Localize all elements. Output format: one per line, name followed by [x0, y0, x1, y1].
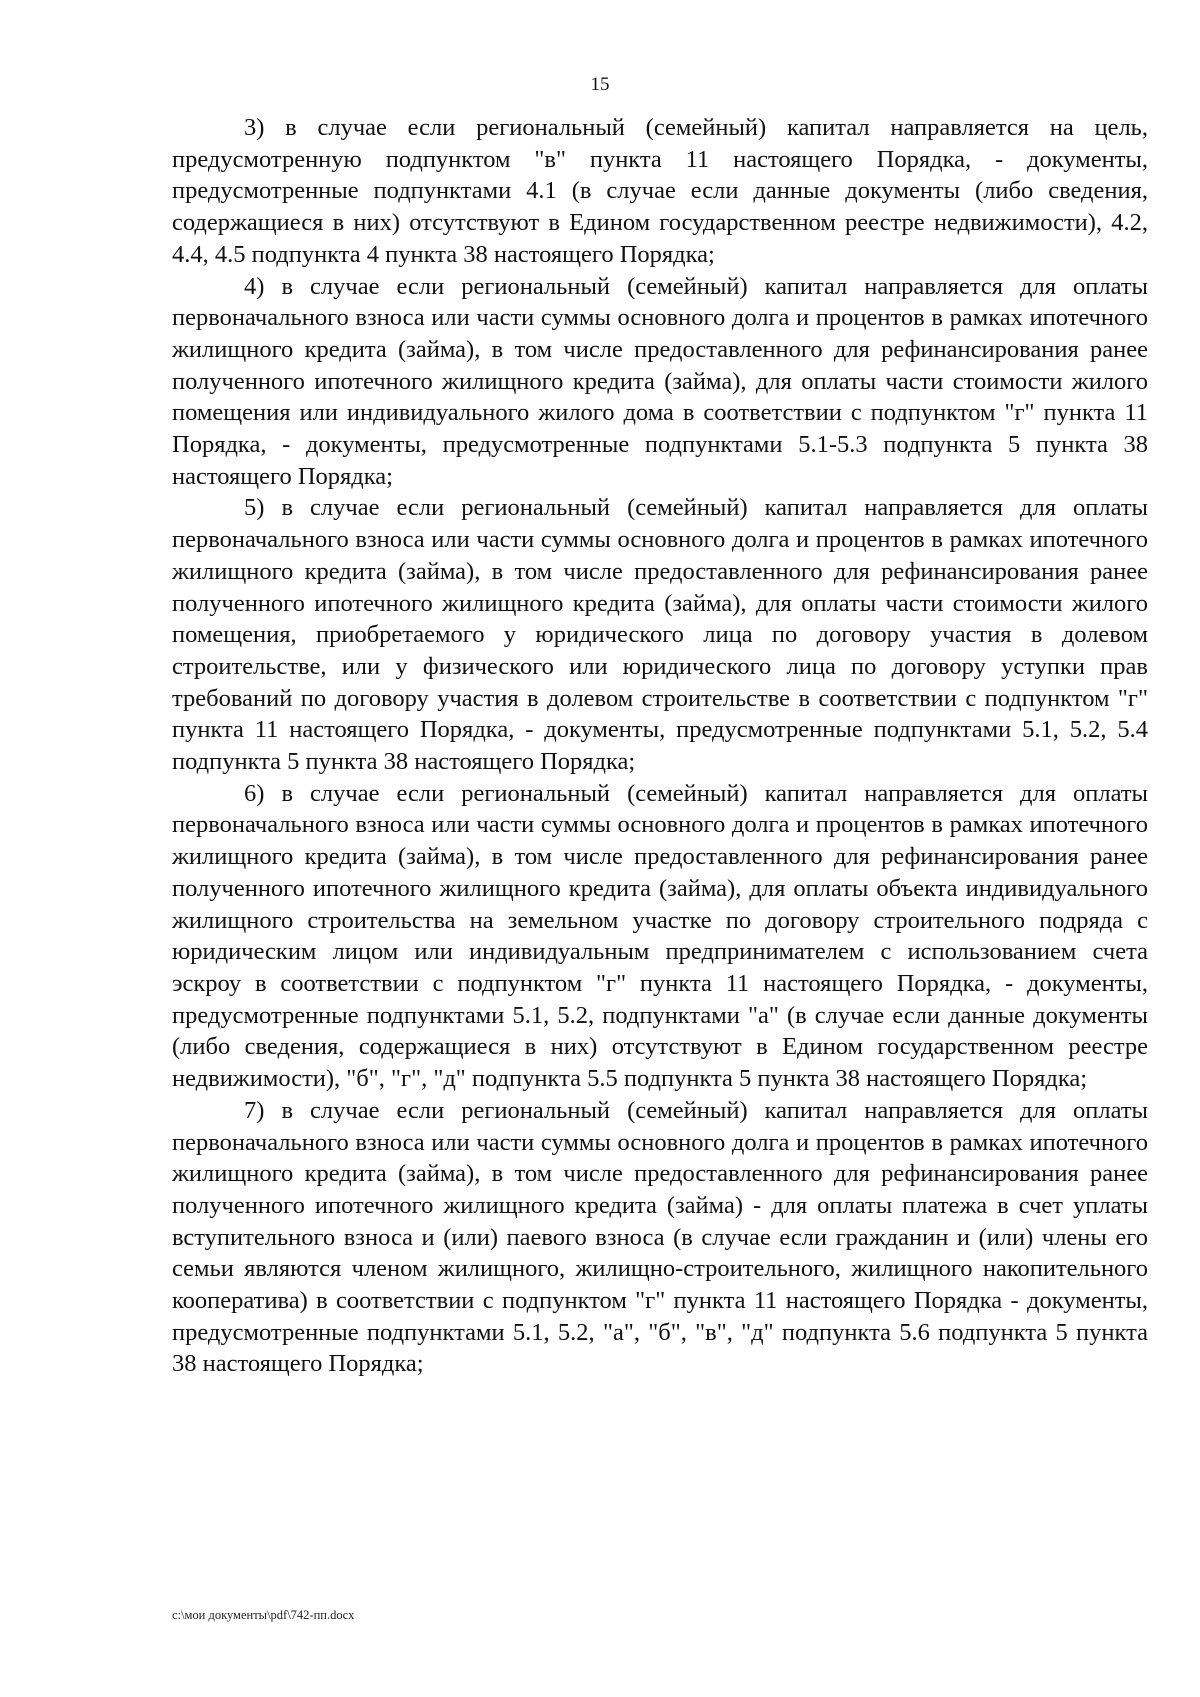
- paragraph-item-6: 6) в случае если региональный (семейный) капитал направляется для оплаты первоначального взноса или части суммы основного долга и процентов в рамках ипотечного жилищного кредита (займа), в том числе предоставленного для рефинансирования ранее полученного ипотечного жилищного кредита (займа), для оплаты объекта индивидуального жилищного строительства на земельном участке по договору строительного подряда с юридическим лицом или индивидуальным предпринимателем с использованием счета эскроу в соответствии с подпунктом "г" пункта 11 настоящего Порядка, - документы, предусмотренные подпунктами 5.1, 5.2, подпунктами "а" (в случае если данные документы (либо сведения, содержащиеся в них) отсутствуют в Едином государственном реестре недвижимости), "б", "г", "д" подпункта 5.5 подпункта 5 пункта 38 настоящего Порядка;: [172, 779, 1148, 1093]
- document-body: [172, 112, 1148, 1380]
- paragraph-item-5: 5) в случае если региональный (семейный) капитал направляется для оплаты первоначального взноса или части суммы основного долга и процентов в рамках ипотечного жилищного кредита (займа), в том числе предоставленного для рефинансирования ранее полученного ипотечного жилищного кредита (займа), для оплаты части стоимости жилого помещения, приобретаемого у юридического лица по договору участия в долевом строительстве, или у физического или юридического лица по договору уступки прав требований по договору участия в долевом строительстве в соответствии с подпунктом "г" пункта 11 настоящего Порядка, - документы, предусмотренные подпунктами 5.1, 5.2, 5.4 подпункта 5 пункта 38 настоящего Порядка;: [172, 494, 1148, 776]
- paragraph-item-3: 3) в случае если региональный (семейный) капитал направляется на цель, предусмотренную подпунктом "в" пункта 11 настоящего Порядка, - документы, предусмотренные подпунктами 4.1 (в случае если данные документы (либо сведения, содержащиеся в них) отсутствуют в Едином государственном реестре недвижимости), 4.2, 4.4, 4.5 подпункта 4 пункта 38 настоящего Порядка;: [172, 114, 1148, 268]
- page-number: 15: [590, 74, 610, 95]
- paragraph-item-7: 7) в случае если региональный (семейный) капитал направляется для оплаты первоначального взноса или части суммы основного долга и процентов в рамках ипотечного жилищного кредита (займа), в том числе предоставленного для рефинансирования ранее полученного ипотечного жилищного кредита (займа) - для оплаты платежа в счет уплаты вступительного взноса и (или) паевого взноса (в случае если гражданин и (или) члены его семьи являются членом жилищного, жилищно-строительного, жилищного накопительного кооператива) в соответствии с подпунктом "г" пункта 11 настоящего Порядка - документы, предусмотренные подпунктами 5.1, 5.2, "а", "б", "в", "д" подпункта 5.6 подпункта 5 пункта 38 настоящего Порядка;: [172, 1096, 1148, 1378]
- paragraph-item-4: 4) в случае если региональный (семейный) капитал направляется для оплаты первоначального взноса или части суммы основного долга и процентов в рамках ипотечного жилищного кредита (займа), в том числе предоставленного для рефинансирования ранее полученного ипотечного жилищного кредита (займа), для оплаты части стоимости жилого помещения или индивидуального жилого дома в соответствии с подпунктом "г" пункта 11 Порядка, - документы, предусмотренные подпунктами 5.1-5.3 подпункта 5 пункта 38 настоящего Порядка;: [172, 272, 1148, 490]
- file-path-footer: c:\мои документы\pdf\742-пп.docx: [172, 1608, 355, 1622]
